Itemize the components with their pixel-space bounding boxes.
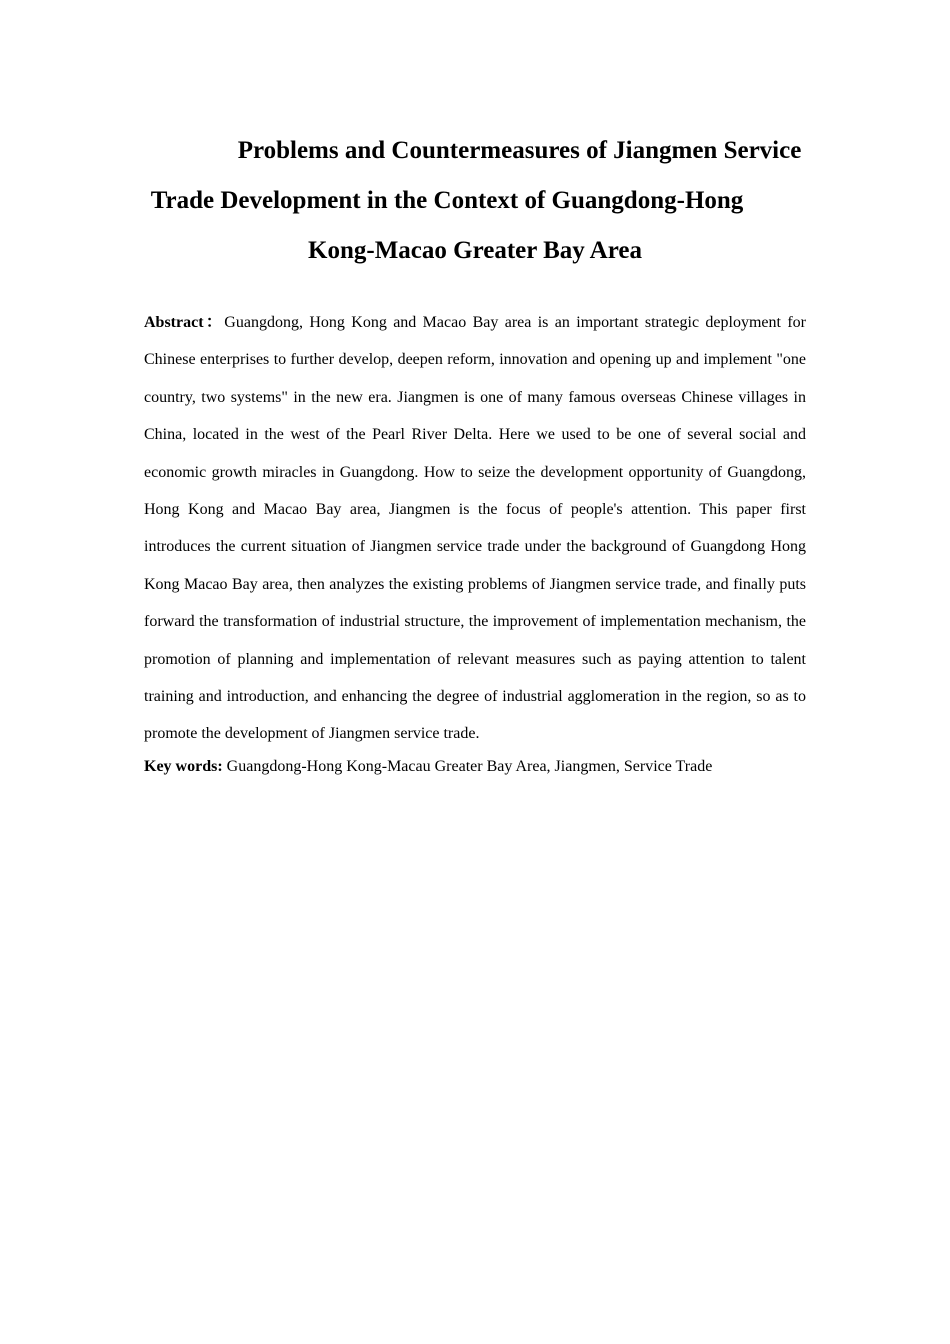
paper-title [144,126,806,276]
title-line-2: Trade Development in the Context of Guangdong-Hong [150,187,744,214]
abstract-label: Abstract： [144,314,225,331]
title-line-1: Problems and Countermeasures of Jiangmen Service [237,137,802,164]
abstract-paragraph [144,304,806,753]
keywords-text: Guangdong-Hong Kong-Macau Greater Bay Area, Jiangmen, Service Trade [226,758,713,775]
abstract-text: Guangdong, Hong Kong and Macao Bay area is an important strategic deployment for Chinese enterprises to further develop, deepen reform, innovation and opening up and implement "one country, two systems" in the new era. Jiangmen is one of many famous overseas Chinese villages in China, located in the west of the Pearl River Delta. Here we used to be one of several social and economic growth miracles in Guangdong. How to seize the development opportunity of Guangdong, Hong Kong and Macao Bay area, Jiangmen is the focus of people's attention. This paper first introduces the current situation of Jiangmen service trade under the background of Guangdong Hong Kong Macao Bay area, then analyzes the existing problems of Jiangmen service trade, and finally puts forward the transformation of industrial structure, the improvement of implementation mechanism, the promotion of planning and implementation of relevant measures such as paying attention to talent training and introduction, and enhancing the degree of industrial agglomeration in the region, so as to promote the development of Jiangmen service trade. [144,314,806,743]
title-line-3: Kong-Macao Greater Bay Area [308,237,642,264]
keywords-label: Key words: [144,758,223,775]
keywords-paragraph [144,755,806,779]
